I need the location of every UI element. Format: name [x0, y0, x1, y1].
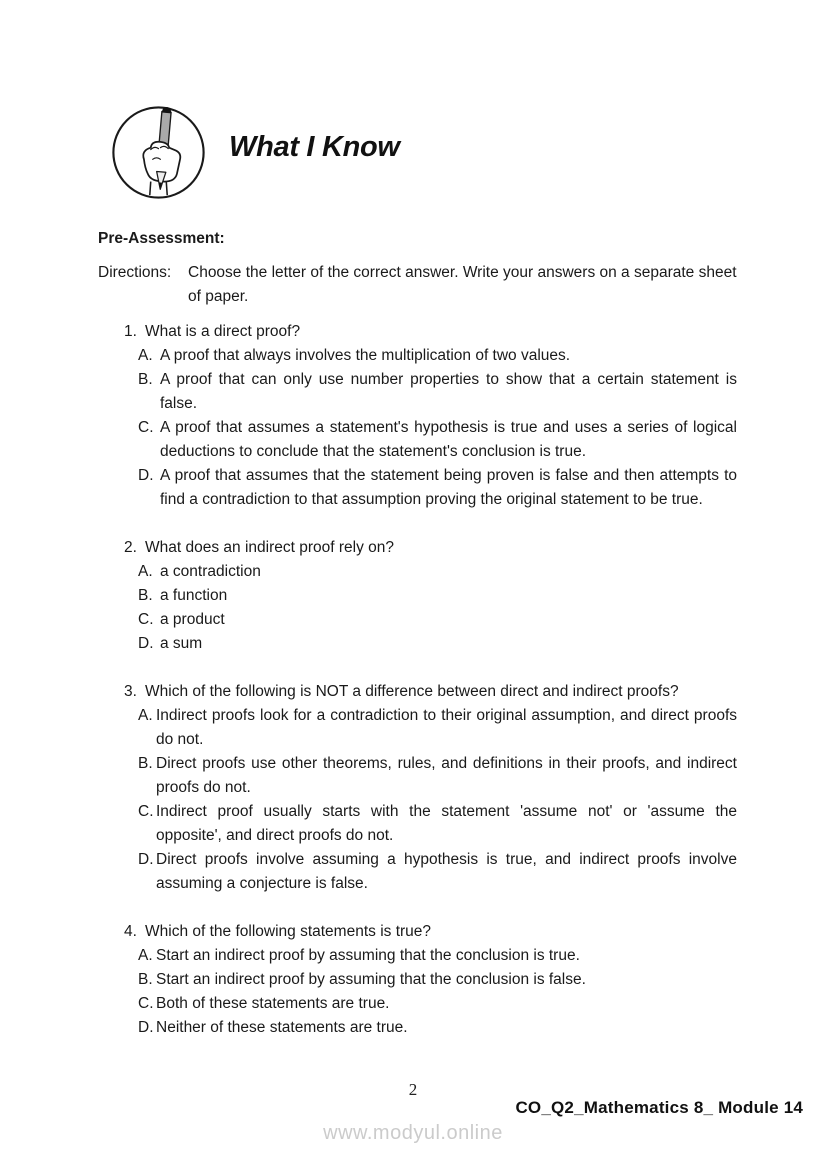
- option-d: [138, 1016, 737, 1040]
- option-a: [138, 704, 737, 752]
- option-c: [138, 992, 737, 1016]
- option-letter: C.: [138, 803, 154, 820]
- hand-holding-pencil-icon: [110, 104, 207, 201]
- option-b: [138, 968, 737, 992]
- question-number: 1.: [124, 323, 137, 340]
- option-text: Indirect proofs look for a contradiction to their original assumption, and direct proofs do not.: [156, 707, 737, 748]
- option-b: [138, 584, 737, 608]
- option-letter: A.: [138, 347, 153, 364]
- option-letter: A.: [138, 563, 153, 580]
- watermark-text: www.modyul.online: [323, 1122, 503, 1144]
- option-d: [138, 848, 737, 896]
- question-text: Which of the following statements is true?: [145, 923, 432, 940]
- option-text: a product: [160, 611, 225, 628]
- question-text: What does an indirect proof rely on?: [145, 539, 394, 556]
- page-title: What I Know: [229, 131, 400, 163]
- option-letter: B.: [138, 371, 153, 388]
- option-a: [138, 944, 737, 968]
- option-letter: D.: [138, 635, 154, 652]
- option-d: [138, 632, 737, 656]
- option-letter: D.: [138, 851, 154, 868]
- option-letter: C.: [138, 419, 154, 436]
- option-letter: D.: [138, 467, 154, 484]
- option-a: [138, 344, 737, 368]
- question-3: [124, 680, 737, 896]
- question-1: [124, 320, 737, 512]
- question-number: 3.: [124, 683, 137, 700]
- page-number: 2: [408, 1080, 418, 1099]
- option-letter: B.: [138, 587, 153, 604]
- option-letter: B.: [138, 755, 153, 772]
- options: [138, 344, 737, 512]
- option-text: A proof that always involves the multiplication of two values.: [160, 347, 571, 364]
- module-footer-label: CO_Q2_Mathematics 8_ Module 14: [515, 1098, 803, 1117]
- option-text: Start an indirect proof by assuming that the conclusion is true.: [156, 947, 580, 964]
- option-d: [138, 464, 737, 512]
- section-header: [98, 104, 737, 201]
- option-text: A proof that can only use number properties to show that a certain statement is false.: [160, 371, 737, 412]
- option-text: A proof that assumes a statement's hypothesis is true and uses a series of logical deductions to conclude that the statement's conclusion is true.: [160, 419, 737, 460]
- question-text: What is a direct proof?: [145, 323, 301, 340]
- option-text: Both of these statements are true.: [156, 995, 390, 1012]
- option-c: [138, 416, 737, 464]
- option-letter: C.: [138, 611, 154, 628]
- option-c: [138, 800, 737, 848]
- option-c: [138, 608, 737, 632]
- option-b: [138, 752, 737, 800]
- question-2: [124, 536, 737, 656]
- option-letter: A.: [138, 707, 153, 724]
- option-a: [138, 560, 737, 584]
- options: [138, 704, 737, 896]
- option-text: a contradiction: [160, 563, 261, 580]
- pre-assessment-heading: Pre-Assessment:: [98, 230, 225, 247]
- option-text: Neither of these statements are true.: [156, 1019, 408, 1036]
- option-text: a sum: [160, 635, 203, 652]
- question-text: Which of the following is NOT a difference between direct and indirect proofs?: [145, 683, 679, 700]
- option-text: Direct proofs involve assuming a hypothesis is true, and indirect proofs involve assuming a conjecture is false.: [156, 851, 737, 892]
- directions: [98, 261, 737, 309]
- directions-label: Directions:: [98, 264, 172, 281]
- option-text: a function: [160, 587, 228, 604]
- options: [138, 944, 737, 1040]
- question-4: [124, 920, 737, 1040]
- options: [138, 560, 737, 656]
- option-text: Direct proofs use other theorems, rules, and definitions in their proofs, and indirect proofs do not.: [156, 755, 737, 796]
- option-letter: A.: [138, 947, 153, 964]
- question-number: 2.: [124, 539, 137, 556]
- option-b: [138, 368, 737, 416]
- question-list: [124, 320, 737, 1040]
- option-text: A proof that assumes that the statement being proven is false and then attempts to find a contradiction to that assumption proving the original statement to be true.: [160, 467, 737, 508]
- directions-text: Choose the letter of the correct answer. Write your answers on a separate sheet of paper.: [188, 264, 737, 305]
- option-text: Indirect proof usually starts with the statement 'assume not' or 'assume the opposite', and direct proofs do not.: [156, 803, 737, 844]
- option-text: Start an indirect proof by assuming that the conclusion is false.: [156, 971, 586, 988]
- option-letter: C.: [138, 995, 154, 1012]
- option-letter: B.: [138, 971, 153, 988]
- option-letter: D.: [138, 1019, 154, 1036]
- question-number: 4.: [124, 923, 137, 940]
